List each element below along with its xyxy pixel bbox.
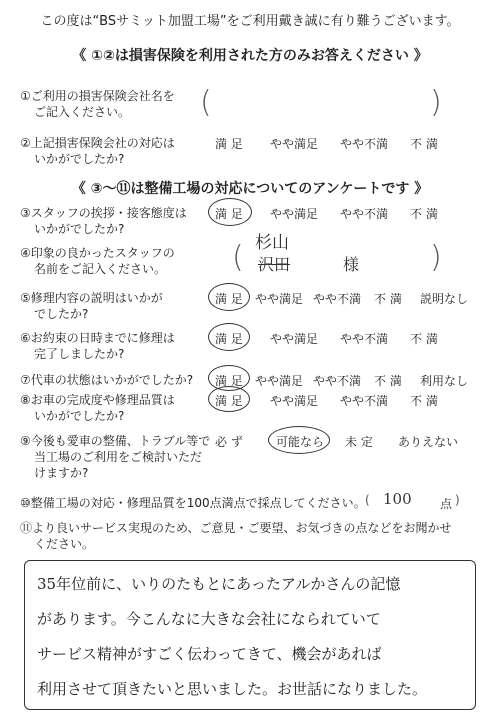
staff-name-handwritten: 杉山 <box>255 233 289 253</box>
q9-option-2[interactable]: 可能なら <box>276 435 325 449</box>
q8-option-1[interactable]: 満 足 <box>215 394 243 408</box>
q8-selected-circle <box>208 386 250 412</box>
insurer-bracket-left: ( <box>200 85 212 120</box>
question-11: ⑪より良いサービス実現のため、ご意見・ご要望、お気づきの点などをお聞かせ ください。 <box>20 521 452 551</box>
question-3: ③スタッフの挨拶・接客態度は いかがでしたか? <box>20 206 187 236</box>
question-4: ④印象の良かったスタッフの 名前をご記入ください。 <box>20 246 175 276</box>
q5-option-2[interactable]: やや満足 <box>255 292 304 306</box>
q7-option-4[interactable]: 不 満 <box>374 374 402 388</box>
q2-option-2[interactable]: やや満足 <box>270 137 319 151</box>
q3-option-4[interactable]: 不 満 <box>410 207 438 221</box>
question-8: ⑧お車の完成度や修理品質は いかがでしたか? <box>20 393 175 423</box>
q7-option-2[interactable]: やや満足 <box>255 374 304 388</box>
comment-line-1: 35年位前に、いりのたもとにあったアルかさんの記憶 <box>37 575 401 593</box>
question-10: ⑩整備工場の対応・修理品質を100点満点で採点してください。 <box>20 496 366 510</box>
q2-option-4[interactable]: 不 満 <box>410 137 438 151</box>
q6-option-1[interactable]: 満 足 <box>215 332 243 346</box>
q8-option-3[interactable]: やや不満 <box>340 394 389 408</box>
q3-option-1[interactable]: 満 足 <box>215 207 243 221</box>
comment-line-4: 利用させて頂きたいと思いました。お世話になりました。 <box>37 680 428 698</box>
staff-name-struck: 沢田 <box>258 255 291 274</box>
intro-text: この度は“BSサミット加盟工場”をご利用戴き誠に有り難うございます。 <box>40 14 460 29</box>
q6-option-4[interactable]: 不 満 <box>410 332 438 346</box>
q3-option-3[interactable]: やや不満 <box>340 207 389 221</box>
q6-option-3[interactable]: やや不満 <box>340 332 389 346</box>
q9-option-3[interactable]: 未 定 <box>345 435 373 449</box>
question-1: ①ご利用の損害保険会社名を ご記入ください。 <box>20 89 175 119</box>
q5-selected-circle <box>208 283 250 311</box>
comment-box <box>24 560 476 710</box>
question-5: ⑤修理内容の説明はいかが でしたか? <box>20 291 163 321</box>
insurer-bracket-right: ) <box>430 85 442 120</box>
q9-selected-circle <box>268 426 330 454</box>
q5-option-5[interactable]: 説明なし <box>420 292 469 306</box>
q9-option-1[interactable]: 必 ず <box>215 435 243 449</box>
q7-option-1[interactable]: 満 足 <box>215 374 243 388</box>
question-7: ⑦代車の状態はいかがでしたか? <box>20 373 194 387</box>
q6-selected-circle <box>208 323 250 351</box>
score-bracket-left: ( <box>365 493 370 507</box>
comment-line-2: があります。今こんなに大きな会社になられていて <box>37 610 381 628</box>
comment-line-3: サービス精神がすごく伝わってきて、機会があれば <box>37 645 382 663</box>
score-value: 100 <box>383 490 412 508</box>
q3-selected-circle <box>208 198 252 226</box>
question-2: ②上記損害保険会社の対応は いかがでしたか? <box>20 136 175 166</box>
q8-option-4[interactable]: 不 満 <box>410 394 438 408</box>
staff-bracket-left: ( <box>232 240 244 275</box>
question-6: ⑥お約束の日時までに修理は 完了しましたか? <box>20 331 175 361</box>
staff-name-suffix: 様 <box>343 255 360 274</box>
q7-option-3[interactable]: やや不満 <box>313 374 362 388</box>
score-unit: 点 <box>440 497 453 511</box>
q5-option-1[interactable]: 満 足 <box>215 292 243 306</box>
q2-option-3[interactable]: やや不満 <box>340 137 389 151</box>
q8-option-2[interactable]: やや満足 <box>270 394 319 408</box>
q7-option-5[interactable]: 利用なし <box>420 374 469 388</box>
question-9: ⑨今後も愛車の整備、トラブル等で 当工場のご利用をご検討いただ けますか? <box>20 434 211 480</box>
q3-option-2[interactable]: やや満足 <box>270 207 319 221</box>
q9-option-4[interactable]: ありえない <box>398 435 459 449</box>
q6-option-2[interactable]: やや満足 <box>270 332 319 346</box>
section-heading-workshop: 《 ③〜⑪は整備工場の対応についてのアンケートです 》 <box>71 181 429 197</box>
staff-bracket-right: ) <box>430 240 442 275</box>
q5-option-3[interactable]: やや不満 <box>313 292 362 306</box>
q5-option-4[interactable]: 不 満 <box>374 292 402 306</box>
score-bracket-right: ) <box>455 493 460 507</box>
q2-option-1[interactable]: 満 足 <box>215 137 243 151</box>
section-heading-insurance: 《 ①②は損害保険を利用された方のみお答えください 》 <box>72 48 428 64</box>
